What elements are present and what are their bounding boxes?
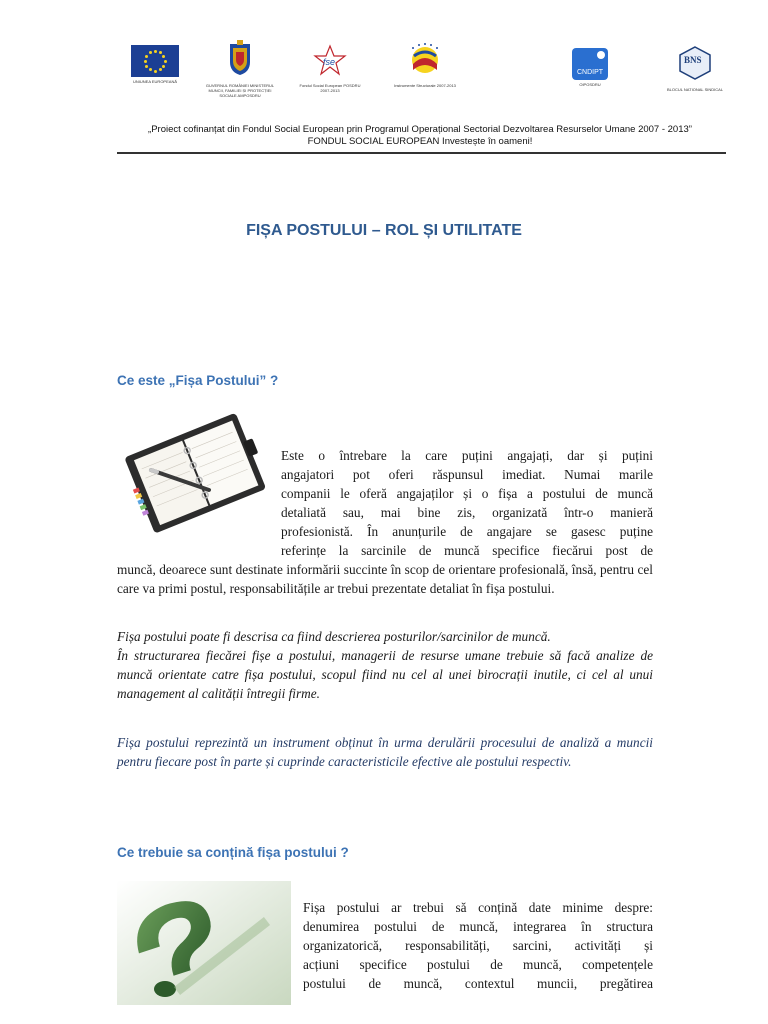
eu-star-icon <box>162 55 165 58</box>
intro-paragraph-wrapped <box>281 446 653 560</box>
eu-star-icon <box>154 50 157 53</box>
eu-star-icon <box>154 70 157 73</box>
cndipt-icon <box>572 48 608 80</box>
intro-line: companii le oferă angajaților și o fișa a postului de muncă <box>281 486 653 501</box>
section-heading-what-is: Ce este „Fișa Postului” ? <box>117 373 279 388</box>
logo-caption-gov: GUVERNUL ROMÂNIEI MINISTERUL MUNCII, FAMILIEI ȘI PROTECȚIEI SOCIALE AMPOSDRU <box>205 83 275 98</box>
eu-star-icon <box>149 51 152 54</box>
eu-flag-logo <box>120 45 190 84</box>
coat-of-arms-icon <box>227 40 253 76</box>
intro-line: angajatori pot oferi răspunsul imediat. Numai marile <box>281 467 653 482</box>
page-title: FIȘA POSTULUI – ROL ȘI UTILITATE <box>246 222 522 239</box>
intro-line: referințe la sarcinile de muncă specifice fiecărui post de <box>281 543 653 558</box>
notebook-pen-image <box>117 408 270 538</box>
contents-line: acțiuni specifice postului de muncă, competențele <box>303 957 653 972</box>
romania-government-logo <box>205 40 275 98</box>
contents-line: postului de muncă, contextul muncii, pregătirea <box>303 976 653 991</box>
project-cofinancing-line: „Proiect cofinanțat din Fondul Social European prin Programul Operațional Sectorial Dezvoltarea Resurselor Umane 2007 - 2013” <box>148 124 692 135</box>
logo-row <box>110 40 730 100</box>
logo-caption-cndipt: OIPOSDRU <box>579 82 601 87</box>
section-heading-contents: Ce trebuie sa conțină fișa postului ? <box>117 845 349 860</box>
eu-star-icon <box>159 51 162 54</box>
logo-caption-eu: UNIUNEA EUROPEANĂ <box>132 79 177 84</box>
structuring-italic: În structurarea fiecărei fișe a postului, managerii de resurse umane trebuie să facă analize de muncă orientate catre fișa postului, scopul fiind nu cel al unei birocrații inutile, ci cel al unui management al calității întregii firme. <box>117 648 653 701</box>
eu-flag-icon <box>131 45 179 77</box>
intro-continuation: muncă, deoarece sunt destinate informării succinte în scop de orientare profesională, însă, pentru cel care va primi postul, responsabilitățile ar trebui prezentate detaliat în fișa postului. <box>117 562 653 596</box>
structural-instruments-icon <box>405 42 445 76</box>
cndipt-label: CNDIPT <box>576 69 604 76</box>
svg-text:fse: fse <box>323 57 336 67</box>
bns-emblem-icon <box>678 46 712 80</box>
eu-star-icon <box>145 55 148 58</box>
fse-slogan-line: FONDUL SOCIAL EUROPEAN Investește în oameni! <box>307 136 533 147</box>
instrument-italic: Fișa postului reprezintă un instrument obținut în urma derulării procesului de analiză a muncii pentru fiecare post în parte și cuprinde caracteristicile efective ale postului respectiv. <box>117 735 653 769</box>
eu-star-icon <box>164 60 167 63</box>
fse-star-icon <box>310 44 350 76</box>
eu-star-icon <box>144 60 147 63</box>
eu-star-icon <box>162 65 165 68</box>
notebook-illustration <box>117 408 270 538</box>
cndipt-logo <box>565 48 615 87</box>
contents-line: organizatorică, responsabilități, sarcini, activități și <box>303 938 653 953</box>
question-mark-illustration <box>117 881 291 1005</box>
logo-caption-fse: Fondul Social European POSDRU 2007-2013 <box>299 83 361 93</box>
eu-star-icon <box>149 68 152 71</box>
question-mark-image <box>117 881 291 1005</box>
contents-line: denumirea postului de muncă, integrarea în structura <box>303 919 653 934</box>
fse-logo <box>295 44 365 93</box>
contents-paragraph <box>303 898 653 993</box>
intro-line: profesionistă. În anunțurile de angajare se gasesc puține <box>281 524 653 539</box>
intro-line: Este o întrebare la care puțini angajați, dar și puțini <box>281 448 653 463</box>
logo-caption-is: Instrumente Structurale 2007-2013 <box>394 83 456 88</box>
logo-caption-bns: BLOCUL NATIONAL SINDICAL <box>666 87 724 92</box>
structural-instruments-logo <box>390 42 460 88</box>
eu-star-icon <box>145 65 148 68</box>
header-divider <box>117 152 726 154</box>
definition-italic: Fișa postului poate fi descrisa ca fiind descrierea posturilor/sarcinilor de muncă. <box>117 629 551 644</box>
eu-star-icon <box>159 68 162 71</box>
contents-line: Fișa postului ar trebui să conțină date minime despre: <box>303 900 653 915</box>
bns-logo <box>655 46 735 92</box>
intro-line: detaliată sau, mai bine zis, organizată într-o manieră <box>281 505 653 520</box>
bns-label: BNS <box>684 55 702 65</box>
